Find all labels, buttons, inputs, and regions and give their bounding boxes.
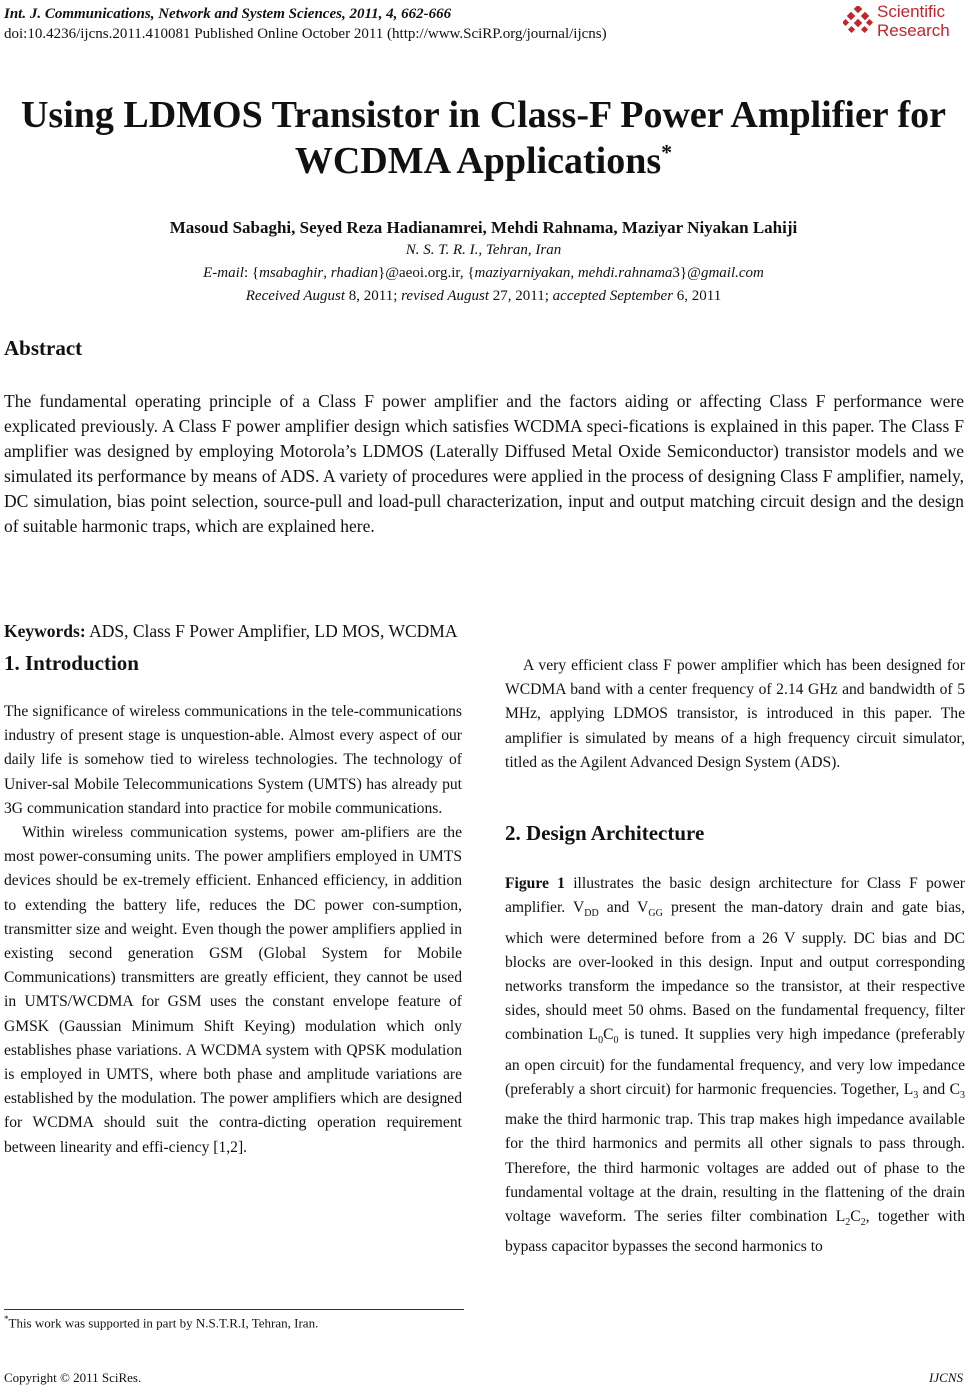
abstract-text: The fundamental operating principle of a Class F power amplifier and the factors aiding or affecting Class F performance were explicated previously. A Class F power amplifier design which satisfies WCDMA speci-fications is explained in this paper. The Class F amplifier was designed by employing Motorola’s LDMOS (Laterally Diffused Metal Oxide Semiconductor) transistor models and we simulated its performance by means of ADS. A variety of procedures were applied in the process of designing Class F amplifier, namely, DC simulation, bias point selection, source-pull and load-pull characterization, input and output matching circuit design and the design of suitable harmonic traps, which are explained here. [4, 391, 964, 536]
journal-name: Int. J. Communications, Network and System Sciences [4, 6, 342, 22]
footnote: *This work was supported in part by N.S.T.R.I, Tehran, Iran. [4, 1314, 319, 1331]
journal-citation: , 2011, 4, 662-666 [341, 6, 452, 22]
article-dates: Received August 8, 2011; revised August 27, 2011; accepted September 6, 2011 [245, 288, 722, 304]
abstract-heading: Abstract [4, 336, 83, 360]
figure-reference[interactable]: Figure 1 [505, 875, 565, 892]
paragraph: Within wireless communication systems, power am-plifiers are the most power-consuming units. The power amplifiers employed in UMTS devices should be ex-tremely efficient. Enhanced efficiency, in addition to extending the battery life, reduces the DC power con-sumption, transmitter size and weight. Even though the power amplifiers applied in existing second generation GSM (Global System for Mobile Communications) transmitters are greatly efficient, they cannot be used in UMTS/WCDMA for GSM uses the constant envelope feature of GMSK (Gaussian Minimum Shift Keying) modulation which only establishes phase variations. A WCDMA system with QPSK modulation is employed in UMTS, where both phase and amplitude variations are established by the modulation. The power amplifiers which are designed for WCDMA should suit the contra-dicting operation requirement between linearity and effi-ciency [1,2]. [4, 824, 462, 1156]
left-column [4, 700, 462, 1160]
affiliation: N. S. T. R. I., Tehran, Iran [405, 242, 562, 258]
paragraph: Figure 1 illustrates the basic design architecture for Class F power amplifier. $V_{DD}$ and $V_{GG}$ present the man-datory drain and gate bias, which were determined before from a 26 V supply. DC bias and DC blocks are over-looked in this design. Input and output corresponding networks transform the impedance so the transistor, at their respective sides, should meet 50 ohms. Based on the fundamental frequency, filter combination $L_0C_0$ is tuned. It supplies very high impedance (preferably an open circuit) for the fundamental frequency, and very low impedance (preferably a short circuit) for harmonic frequencies. Together, $L_3$ and $C_3$ make the third harmonic trap. This trap makes high impedance available for the third harmonics and permits all other signals to pass through. Therefore, the third harmonic voltages are added out of phase to the fundamental voltage at the drain, resulting in the flattening of the drain voltage waveform. The series filter combination $L_2C_2$, together with bypass capacitor bypasses the second harmonics to [505, 875, 965, 1256]
logo-text: Scientific Research [877, 2, 950, 40]
paper-title: Using LDMOS Transistor in Class-F Power Amplifier for WCDMA Applications* [20, 94, 947, 182]
paragraph: A very efficient class F power amplifier which has been designed for WCDMA band with a center frequency of 2.14 GHz and bandwidth of 5 MHz, applying LDMOS transistor, is introduced in this paper. The amplifier is simulated by means of a high frequency circuit simulator, titled as the Agilent Advanced Design System (ADS). [505, 657, 965, 771]
author-list: Masoud Sabaghi, Seyed Reza Hadianamrei, Mehdi Rahnama, Maziyar Niyakan Lahiji [169, 218, 798, 237]
paragraph: The significance of wireless communications in the tele-communications industry of present stage is unquestion-able. Almost every aspect of our daily life is somehow tied to wireless technologies. The technology of Univer-sal Mobile Telecommunications System (UMTS) has already put 3G communication standard into practice for mobile communications. [4, 703, 462, 817]
section-heading-introduction: 1. Introduction [4, 651, 139, 675]
logo-dots-icon [843, 6, 873, 36]
right-column-top [505, 654, 965, 775]
journal-abbreviation-footer: IJCNS [929, 1370, 963, 1385]
right-column-bottom [505, 872, 965, 1259]
running-header [4, 4, 607, 44]
keywords: Keywords: ADS, Class F Power Amplifier, LD MOS, WCDMA [4, 621, 458, 641]
email-line: E-mail: {msabaghir, rhadian}@aeoi.org.ir, {maziyarniyakan, mehdi.rahnama3}@gmail.com [203, 265, 764, 281]
footnote-divider [4, 1309, 464, 1310]
copyright-footer: Copyright © 2011 SciRes. [4, 1370, 142, 1385]
publisher-logo [843, 2, 961, 48]
section-heading-design-architecture: 2. Design Architecture [505, 821, 705, 845]
doi-line: doi:10.4236/ijcns.2011.410081 Published Online October 2011 (http://www.SciRP.org/journal/ijcns) [4, 26, 607, 42]
title-footnote-mark: * [661, 139, 673, 165]
